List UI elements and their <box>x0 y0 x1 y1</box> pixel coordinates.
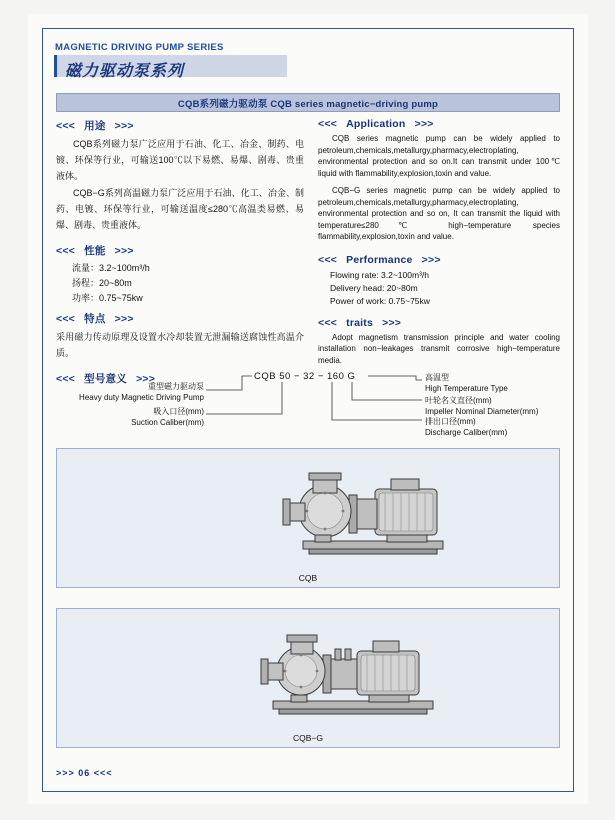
figure-caption-cqb: CQB <box>298 573 318 583</box>
label-high-temp-cn: 高温型 <box>425 373 449 382</box>
application-body <box>318 133 560 243</box>
label-discharge-en: Discharge Caliber(mm) <box>425 428 508 437</box>
traits-body-en <box>318 332 560 367</box>
use-body <box>56 136 304 233</box>
arrow-left-icon: <<< <box>56 120 75 132</box>
right-column <box>318 118 560 372</box>
arrow-right-icon: >>> <box>114 313 134 325</box>
arrow-left-icon: <<< <box>56 373 75 385</box>
arrow-left-icon: <<< <box>318 253 337 266</box>
arrow-right-icon: >>> <box>382 316 402 329</box>
use-paragraph-2: CQB−G系列高温磁力泵广泛应用于石油、化工、冶金、制药、电镀、环保等行业，可输送温度≤280℃高温类易燃、易爆、剧毒、贵重液体。 <box>56 188 304 230</box>
left-column <box>56 118 304 389</box>
section-title-bar <box>56 93 560 112</box>
heading-traits-en <box>318 317 560 329</box>
heading-traits-cn <box>56 311 304 326</box>
use-paragraph-1: CQB系列磁力泵广泛应用于石油、化工、冶金、制药、电镀、环保等行业，可输送100℃以下易燃、易爆、剧毒、贵重液体。 <box>56 139 304 181</box>
heading-application <box>318 118 560 130</box>
label-heavy-duty-en: Heavy duty Magnetic Driving Pump <box>79 393 204 402</box>
pump-illustration-cqb <box>57 449 559 569</box>
model-code: CQB 50 − 32 − 160 G <box>254 371 356 382</box>
spec-flow-cn: 流量：3.2~100m³/h <box>72 263 150 273</box>
page-number: >>> 06 <<< <box>56 768 113 778</box>
figure-cqb-g <box>56 608 560 748</box>
spec-power-cn: 功率：0.75~75kw <box>72 293 143 303</box>
arrow-right-icon: >>> <box>114 120 134 132</box>
label-suction-cn: 吸入口径(mm) <box>153 407 204 416</box>
application-paragraph-1: CQB series magnetic pump can be widely applied to petroleum,chemicals,metallurgy,pharmacy,electroplating, environmental protection and so on.It can transmit under 100℃ liquid with flammability,explosion,toxin and value. <box>318 134 560 178</box>
spec-head-cn: 扬程：20~80m <box>72 278 132 288</box>
pump-drawing <box>57 449 559 569</box>
arrow-right-icon: >>> <box>114 245 134 257</box>
heading-traits-en-label: traits <box>346 316 374 329</box>
label-heavy-duty-cn: 重型磁力驱动泵 <box>148 382 204 391</box>
section-title-text: CQB系列磁力驱动泵 CQB series magnetic−driving pump <box>177 99 439 110</box>
label-discharge-cn: 排出口径(mm) <box>425 417 476 426</box>
heading-performance-cn-label: 性能 <box>84 245 106 257</box>
heading-model-label: 型号意义 <box>84 373 127 385</box>
heading-performance-cn <box>56 243 304 258</box>
heading-performance-en-label: Performance <box>346 253 413 266</box>
label-suction-en: Suction Caliber(mm) <box>131 418 204 427</box>
traits-text-cn: 采用磁力传动原理及设置水冷却装置无泄漏输送腐蚀性高温介质。 <box>56 332 304 358</box>
spec-power-en: Power of work: 0.75~75kw <box>330 295 430 306</box>
header-chinese-series: 磁力驱动泵系列 <box>65 63 185 80</box>
arrow-right-icon: >>> <box>136 373 156 385</box>
arrow-left-icon: <<< <box>56 245 75 257</box>
heading-application-label: Application <box>346 118 406 130</box>
heading-use-label: 用途 <box>84 120 106 132</box>
label-high-temp-en: High Temperature Type <box>425 384 508 393</box>
pump-drawing-high-temp <box>57 609 559 729</box>
heading-traits-cn-label: 特点 <box>84 313 106 325</box>
application-paragraph-2: CQB−G series magnetic pump can be widely applied to petroleum,chemicals,metallurgy,pharmacy,electroplating, environmental protection and so on, It can transmit the liquid with temperature≤280℃ high−temperature species flammability,explosion,toxin and value. <box>318 186 560 241</box>
spec-flow-en: Flowing rate: 3.2~100m³/h <box>330 269 429 280</box>
header-chinese-series-band <box>54 55 287 80</box>
heading-performance-en <box>318 254 560 266</box>
figure-caption-cqb-g: CQB−G <box>293 733 323 743</box>
performance-specs-en <box>318 269 560 308</box>
arrow-left-icon: <<< <box>318 118 337 130</box>
label-impeller-cn: 叶轮名义直径(mm) <box>425 396 492 405</box>
traits-text-en: Adopt magnetism transmission principle and water cooling installation non−leakages transmit corrosive high−temperature media. <box>318 332 560 365</box>
arrow-left-icon: <<< <box>318 316 337 329</box>
spec-head-en: Delivery head: 20~80m <box>330 282 418 293</box>
arrow-right-icon: >>> <box>421 253 441 266</box>
header-english-series: MAGNETIC DRIVING PUMP SERIES <box>55 42 224 53</box>
figure-cqb <box>56 448 560 588</box>
arrow-left-icon: <<< <box>56 313 75 325</box>
model-designation-diagram <box>56 368 558 446</box>
heading-use <box>56 118 304 133</box>
arrow-right-icon: >>> <box>414 118 434 130</box>
pump-illustration-cqb-g <box>57 609 559 729</box>
label-impeller-en: Impeller Nominal Diameter(mm) <box>425 407 539 416</box>
traits-body-cn <box>56 329 304 361</box>
performance-specs-cn <box>56 261 304 306</box>
